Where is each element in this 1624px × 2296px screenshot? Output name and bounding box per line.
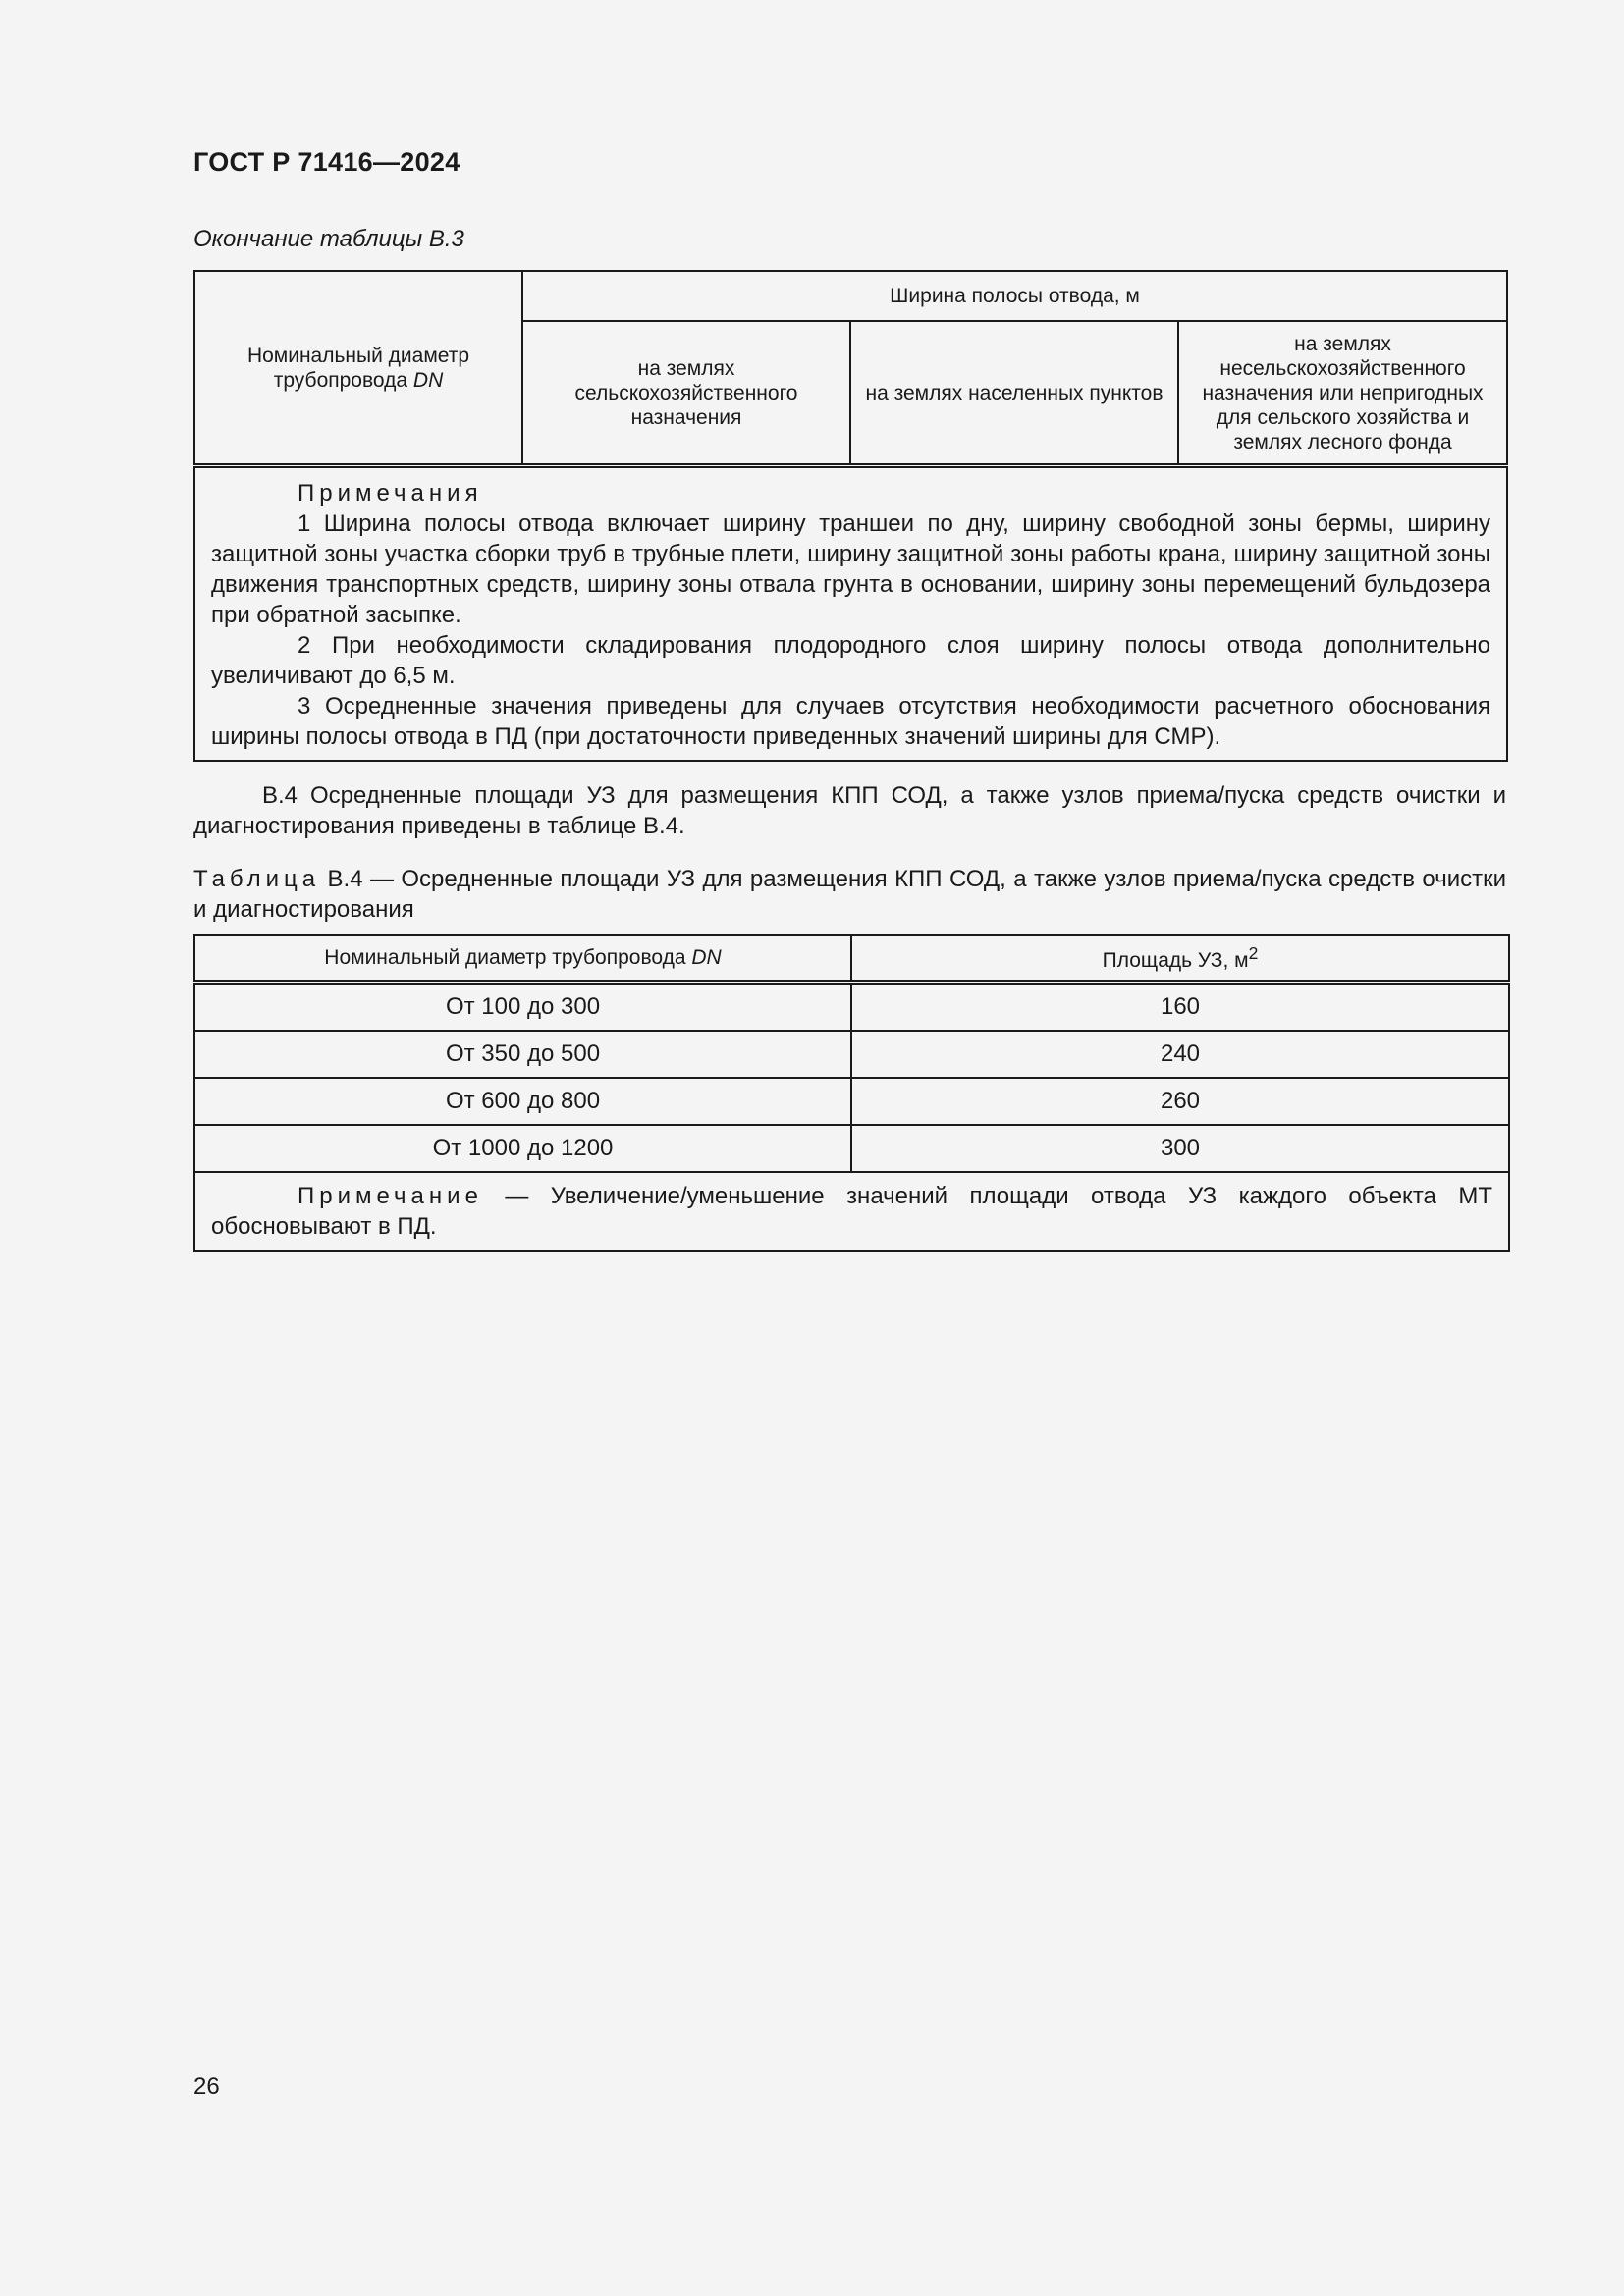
table-row: [194, 983, 1509, 1032]
table-b4-caption-text: В.4 — Осредненные площади УЗ для размещения КПП СОД, а также узлов приема/пуска средств очистки и диагностирования: [193, 866, 1506, 923]
header-non-agricultural: на землях несельскохозяйственного назначения или непригодных для сельского хозяйства и землях лесного фонда: [1178, 321, 1507, 466]
table-b3-caption: Окончание таблицы В.3: [193, 226, 464, 252]
note-text: — Увеличение/уменьшение значений площади отвода УЗ каждого объекта МТ обосновывают в ПД.: [211, 1183, 1492, 1240]
paragraph-b4: В.4 Осредненные площади УЗ для размещения КПП СОД, а также узлов приема/пуска средств очистки и диагностирования приведены в таблице В.4.: [193, 782, 1506, 839]
table-b3: [193, 270, 1508, 762]
cell-area: 240: [851, 1031, 1509, 1078]
cell-diameter: От 350 до 500: [194, 1031, 851, 1078]
notes-title: Примечания: [298, 480, 483, 507]
note-label: Примечание: [298, 1183, 483, 1209]
table-row: [194, 1078, 1509, 1125]
header-agricultural: на землях сельскохозяйственного назначения: [522, 321, 850, 466]
table-row: [194, 1031, 1509, 1078]
header-area: [851, 935, 1509, 983]
cell-area: 300: [851, 1125, 1509, 1172]
document-id: ГОСТ Р 71416—2024: [193, 147, 460, 177]
cell-diameter: От 600 до 800: [194, 1078, 851, 1125]
header-diameter-dn: DN: [691, 946, 722, 969]
header-area-unit-exponent: 2: [1248, 943, 1259, 963]
cell-area: 160: [851, 983, 1509, 1032]
table-b4-caption: [193, 864, 1506, 925]
header-settlements: на землях населенных пунктов: [850, 321, 1178, 466]
table-b3-notes: [194, 466, 1507, 762]
page-number: 26: [193, 2073, 220, 2100]
table-b4-caption-label: Таблица: [193, 866, 321, 892]
header-width-group: Ширина полосы отвода, м: [522, 271, 1507, 321]
table-row: [194, 1125, 1509, 1172]
note-3: 3 Осредненные значения приведены для случаев отсутствия необходимости расчетного обоснования ширины полосы отвода в ПД (при достаточности приведенных значений ширины для СМР).: [211, 693, 1491, 750]
cell-diameter: От 100 до 300: [194, 983, 851, 1032]
note-2: 2 При необходимости складирования плодородного слоя ширину полосы отвода дополнительно увеличивают до 6,5 м.: [211, 632, 1491, 689]
cell-area: 260: [851, 1078, 1509, 1125]
header-diameter-dn: DN: [412, 368, 444, 392]
header-diameter: [194, 935, 851, 983]
cell-diameter: От 1000 до 1200: [194, 1125, 851, 1172]
table-b4: [193, 934, 1510, 1252]
header-area-label: Площадь УЗ, м: [1102, 949, 1249, 972]
header-diameter-label: Номинальный диаметр трубопровода: [246, 344, 470, 392]
table-b4-note: [194, 1172, 1509, 1251]
note-1: 1 Ширина полосы отвода включает ширину траншеи по дну, ширину свободной зоны бермы, ширину защитной зоны участка сборки труб в трубные плети, ширину защитной зоны работы крана, ширину защитной зоны движения транспортных средств, ширину зоны отвала грунта в основании, ширину зоны перемещений бульдозера при обратной засыпке.: [211, 510, 1491, 628]
header-diameter: [194, 271, 522, 466]
header-diameter-label: Номинальный диаметр трубопровода: [324, 946, 692, 969]
